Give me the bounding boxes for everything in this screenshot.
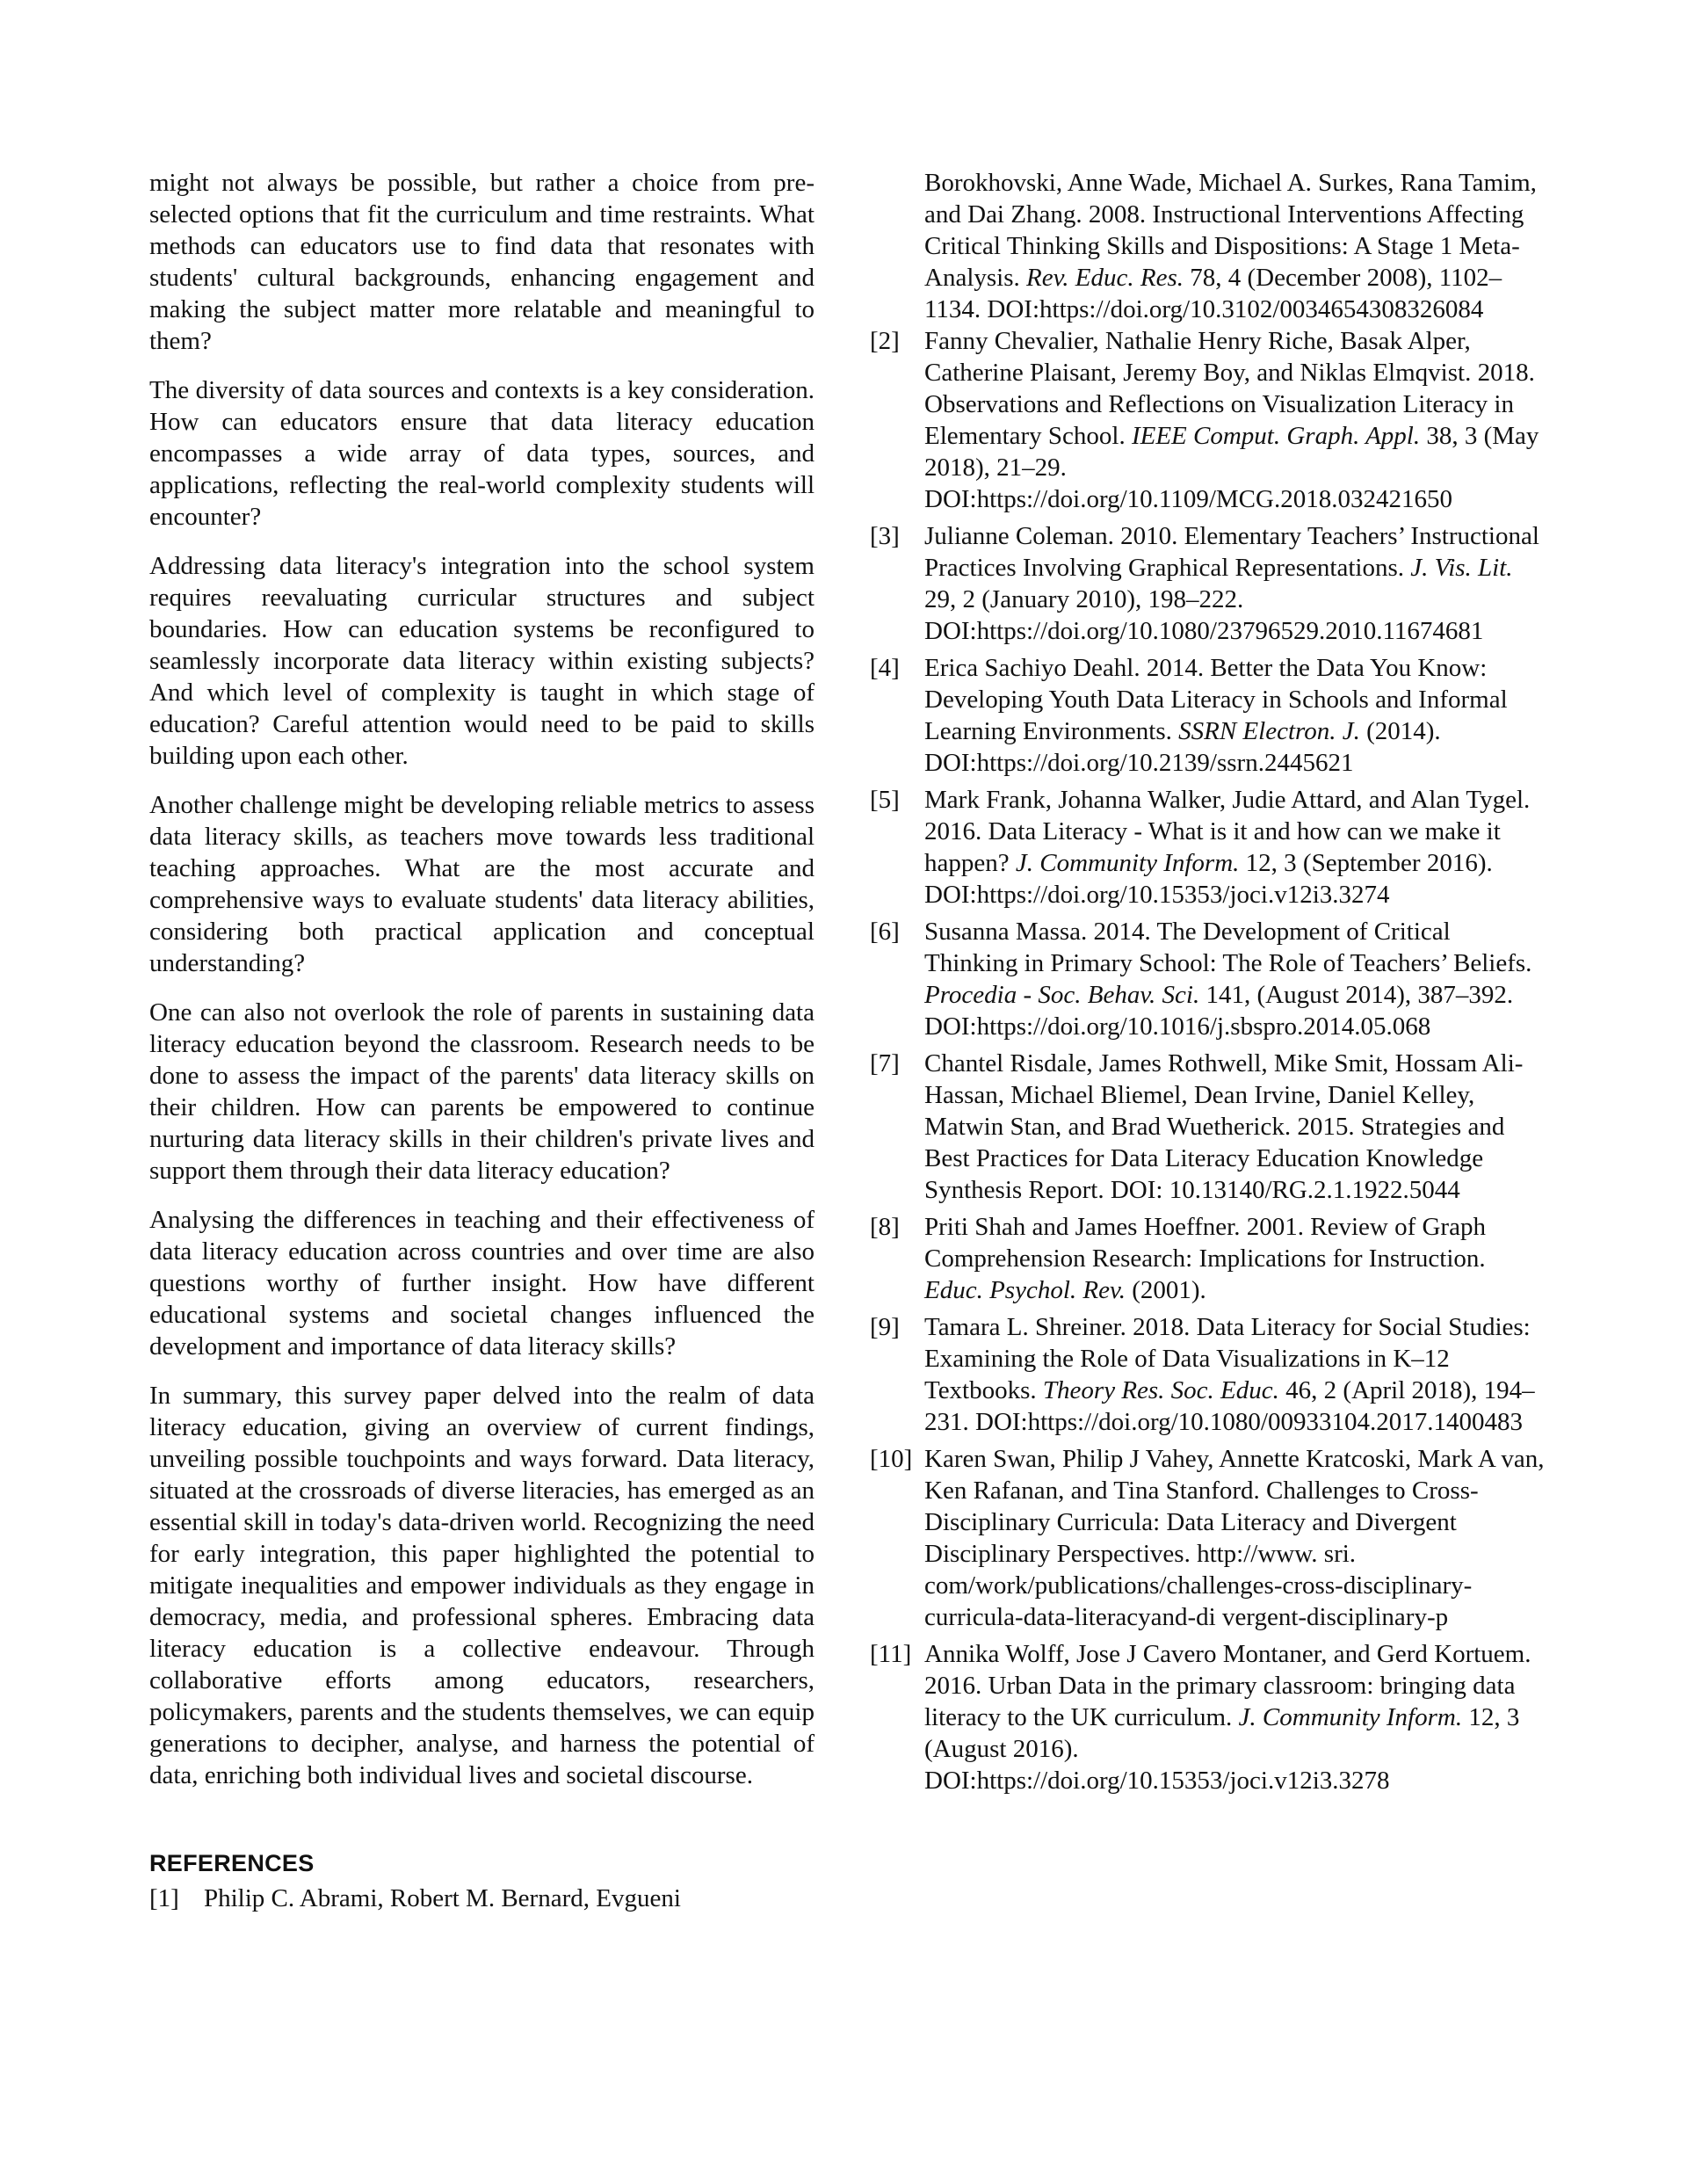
reference-text: Philip C. Abrami, Robert M. Bernard, Evgueni [204, 1884, 681, 1912]
reference-venue: J. Community Inform. [1238, 1703, 1463, 1731]
reference-authors-title: Chantel Risdale, James Rothwell, Mike Smit, Hossam Ali-Hassan, Michael Bliemel, Dean Irvine, Daniel Kelley, Matwin Stan, and Brad Wuetherick. 2015. Strategies and Best Practices for Data Literacy Education Knowledge Synthesis Report. DOI: 10.13140/RG.2.1.1922.5044 [924, 1049, 1524, 1204]
right-column [870, 167, 1546, 1802]
reference-text [924, 916, 1546, 1042]
reference-text [924, 1048, 1546, 1206]
reference-continuation [870, 167, 1546, 325]
reference-venue: J. Community Inform. [1015, 849, 1240, 877]
reference-number: [7] [870, 1049, 900, 1077]
reference-text [924, 1443, 1546, 1633]
reference-venue: J. Vis. Lit. [1410, 554, 1513, 582]
reference-entry [870, 784, 1546, 911]
body-paragraph: Another challenge might be developing reliable metrics to assess data literacy skills, as teachers move towards less traditional teaching approaches. What are the most accurate and comprehensive ways to evaluate students' data literacy abilities, considering both practical application and conceptual understanding? [149, 791, 815, 977]
body-paragraph: might not always be possible, but rather a choice from pre-selected options that fit the curriculum and time restraints. What methods can educators use to find data that resonates with students' cultural backgrounds, enhancing engagement and making the subject matter more relatable and meaningful to them? [149, 169, 815, 355]
reference-number: [6] [870, 918, 900, 946]
reference-entry [870, 1311, 1546, 1438]
reference-authors-title: Fanny Chevalier, Nathalie Henry Riche, Basak Alper, Catherine Plaisant, Jeremy Boy, and Niklas Elmqvist. 2018. Observations and Reflections on Visualization Literacy in Elementary School. [924, 327, 1535, 450]
reference-text [924, 520, 1546, 647]
reference-authors-title: Erica Sachiyo Deahl. 2014. Better the Data You Know: Developing Youth Data Literacy in Schools and Informal Learning Environments. [924, 654, 1508, 745]
reference-entry [870, 1211, 1546, 1306]
reference-entry [870, 1443, 1546, 1633]
reference-text [924, 1211, 1546, 1306]
body-paragraph: Addressing data literacy's integration into the school system requires reevaluating curricular structures and subject boundaries. How can education systems be reconfigured to seamlessly incorporate data literacy within existing subjects? And which level of complexity is taught in which stage of education? Careful attention would need to be paid to skills building upon each other. [149, 552, 815, 770]
reference-entry [870, 916, 1546, 1042]
reference-authors-title: Tamara L. Shreiner. 2018. Data Literacy for Social Studies: Examining the Role of Data Visualizations in K–12 Textbooks. [924, 1313, 1531, 1404]
reference-text [924, 1311, 1546, 1438]
reference-authors-title: Priti Shah and James Hoeffner. 2001. Review of Graph Comprehension Research: Implications for Instruction. [924, 1213, 1486, 1273]
reference-number: [9] [870, 1313, 900, 1341]
reference-number: [1] [149, 1884, 179, 1912]
reference-venue: SSRN Electron. J. [1178, 717, 1360, 745]
reference-text: Borokhovski, Anne Wade, Michael A. Surkes, Rana Tamim, and Dai Zhang. 2008. Instructional Interventions Affecting Critical Thinking Skills and Dispositions: A Stage 1 Meta-Analysis. [924, 169, 1537, 292]
reference-number: [2] [870, 327, 900, 355]
references-heading: REFERENCES [149, 1850, 315, 1876]
reference-details: 141, (August 2014), 387–392. DOI:https://doi.org/10.1016/j.sbspro.2014.05.068 [924, 981, 1514, 1041]
reference-text [924, 652, 1546, 779]
reference-entry [149, 1883, 815, 1914]
body-paragraph: One can also not overlook the role of parents in sustaining data literacy education beyond the classroom. Research needs to be done to assess the impact of the parents' data literacy skills on their children. How can parents be empowered to continue nurturing data literacy skills in their children's private lives and support them through their data literacy education? [149, 998, 815, 1185]
reference-authors-title: Mark Frank, Johanna Walker, Judie Attard, and Alan Tygel. 2016. Data Literacy - What is it and how can we make it happen? [924, 786, 1531, 877]
reference-venue: Procedia - Soc. Behav. Sci. [924, 981, 1200, 1009]
reference-venue: Theory Res. Soc. Educ. [1042, 1376, 1279, 1404]
reference-number: [5] [870, 786, 900, 814]
reference-details: 78, 4 (December 2008), 1102–1134. DOI:https://doi.org/10.3102/0034654308326084 [924, 264, 1502, 323]
reference-details: (2014). DOI:https://doi.org/10.2139/ssrn.2445621 [924, 717, 1441, 777]
reference-number: [11] [870, 1640, 912, 1668]
reference-number: [3] [870, 522, 900, 550]
reference-entry [870, 520, 1546, 647]
summary-paragraph: In summary, this survey paper delved into the realm of data literacy education, giving an overview of current findings, unveiling possible touchpoints and ways forward. Data literacy, situated at the crossroads of diverse literacies, has emerged as an essential skill in today's data-driven world. Recognizing the need for early integration, this paper highlighted the potential to mitigate inequalities and empower individuals as they engage in democracy, media, and professional spheres. Embracing data literacy education is a collective endeavour. Through collaborative efforts among educators, researchers, policymakers, parents and the students themselves, we can equip generations to decipher, analyse, and harness the potential of data, enriching both individual lives and societal discourse. [149, 1382, 815, 1789]
reference-entry [870, 325, 1546, 515]
reference-details: 12, 3 (September 2016). DOI:https://doi.org/10.15353/joci.v12i3.3274 [924, 849, 1493, 909]
reference-details: 29, 2 (January 2010), 198–222. DOI:https://doi.org/10.1080/23796529.2010.11674681 [924, 585, 1484, 645]
reference-entry [870, 1638, 1546, 1796]
reference-details: 12, 3 (August 2016). DOI:https://doi.org/10.15353/joci.v12i3.3278 [924, 1703, 1520, 1795]
left-column [149, 167, 815, 1919]
reference-entry [870, 1048, 1546, 1206]
reference-number: [8] [870, 1213, 900, 1241]
reference-details: 38, 3 (May 2018), 21–29. DOI:https://doi.org/10.1109/MCG.2018.032421650 [924, 422, 1539, 513]
reference-number: [4] [870, 654, 900, 682]
reference-text [924, 1638, 1546, 1796]
reference-entry [870, 652, 1546, 779]
body-paragraph: The diversity of data sources and contexts is a key consideration. How can educators ensure that data literacy education encompasses a wide array of data types, sources, and applications, reflecting the real-world complexity students will encounter? [149, 376, 815, 531]
reference-venue: Educ. Psychol. Rev. [924, 1276, 1126, 1304]
reference-authors-title: Karen Swan, Philip J Vahey, Annette Kratcoski, Mark A van, Ken Rafanan, and Tina Stanford. Challenges to Cross-Disciplinary Curricula: Data Literacy and Divergent Disciplinary Perspectives. http://www. sri. com/work/publications/challenges-cross-disciplinary-curricula-data-literacyand-di vergent-disciplinary-p [924, 1445, 1545, 1631]
reference-authors-title: Susanna Massa. 2014. The Development of Critical Thinking in Primary School: The Role of Teachers’ Beliefs. [924, 918, 1532, 977]
reference-text [924, 325, 1546, 515]
reference-details: 46, 2 (April 2018), 194–231. DOI:https://doi.org/10.1080/00933104.2017.1400483 [924, 1376, 1535, 1436]
reference-venue: Rev. Educ. Res. [1026, 264, 1184, 292]
reference-details: (2001). [1125, 1276, 1206, 1304]
reference-number: [10] [870, 1445, 913, 1473]
body-paragraph: Analysing the differences in teaching and their effectiveness of data literacy education across countries and over time are also questions worthy of further insight. How have different educational systems and societal changes influenced the development and importance of data literacy skills? [149, 1206, 815, 1360]
reference-text [924, 784, 1546, 911]
reference-authors-title: Julianne Coleman. 2010. Elementary Teachers’ Instructional Practices Involving Graphical Representations. [924, 522, 1539, 582]
reference-authors-title: Annika Wolff, Jose J Cavero Montaner, and Gerd Kortuem. 2016. Urban Data in the primary classroom: bringing data literacy to the UK curriculum. [924, 1640, 1531, 1731]
reference-venue: IEEE Comput. Graph. Appl. [1131, 422, 1421, 450]
